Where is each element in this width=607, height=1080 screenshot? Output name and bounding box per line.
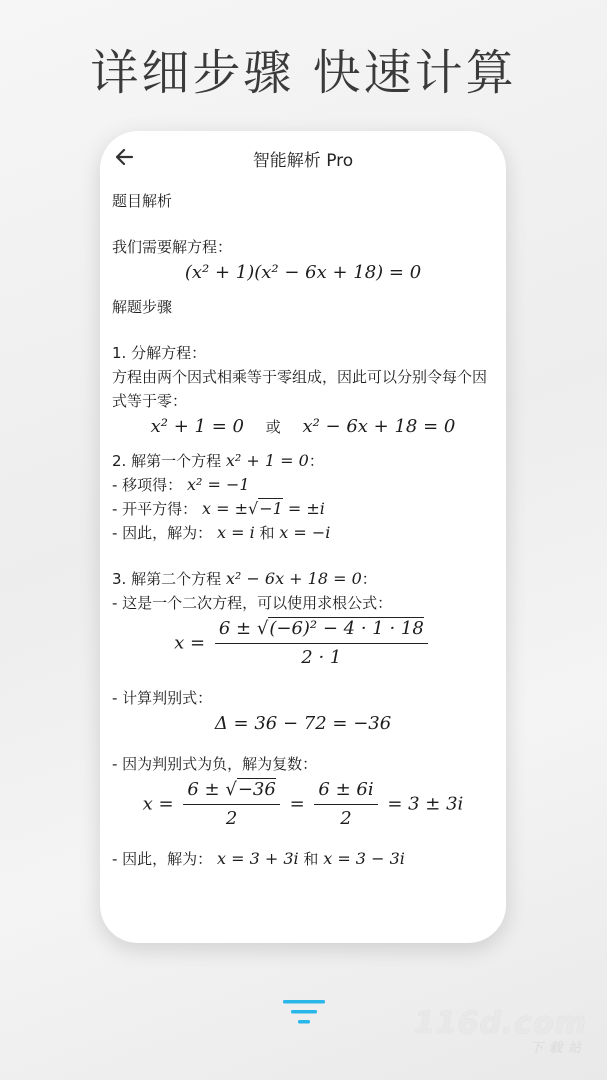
final-b: x = 3 − 3i	[323, 849, 405, 868]
app-bar	[100, 131, 506, 183]
step2-title-line	[112, 449, 494, 473]
step2-sqrt-label: - 开平方得：	[112, 500, 198, 518]
step1-or: 或	[265, 418, 281, 436]
watermark-sub: 下载站	[529, 1041, 587, 1056]
steps-title: 解题步骤	[112, 298, 173, 316]
final-and: 和	[303, 850, 319, 868]
watermark	[414, 1006, 587, 1056]
step2-result-line	[112, 521, 494, 545]
step2-equation: x² + 1 = 0	[225, 451, 309, 470]
headline: 详细步骤 快速计算	[90, 45, 517, 101]
intro-text: 我们需要解方程：	[112, 238, 233, 256]
filter-icon[interactable]	[283, 998, 325, 1028]
step2-sqrt-eq: x = ±√−1 = ±i	[201, 499, 325, 518]
solution-content	[100, 183, 506, 871]
watermark-main: 116d.com	[413, 1006, 587, 1041]
quadratic-formula: x = $\frac{\text{6 ± √(−6)² − 4 · 1 · 18}}{2 \cdot 1}$	[112, 617, 494, 670]
step1-eq-left: x² + 1 = 0	[150, 416, 244, 437]
complex-label: - 因为判别式为负，解为复数：	[112, 755, 318, 773]
step3-text: - 这是一个二次方程，可以使用求根公式：	[112, 594, 393, 612]
step2-result-and: 和	[259, 524, 275, 542]
final-a: x = 3 + 3i	[216, 849, 299, 868]
discriminant-equation: Δ = 36 − 72 = −36	[214, 713, 392, 734]
step2-move-eq: x² = −1	[186, 475, 250, 494]
complex-solution: x = $\frac{6 \pm √-36}{2}$ = $\frac{6 \pm 6i}{2}$ = 3 ± 3i	[142, 779, 464, 829]
step2-move-label: - 移项得：	[112, 476, 183, 494]
disc-label: - 计算判别式：	[112, 689, 213, 707]
step2-result-a: x = i	[216, 523, 255, 542]
step3-equation: x² − 6x + 18 = 0	[225, 569, 362, 588]
step1-equations	[112, 415, 494, 439]
step2-sqrt-line	[112, 497, 494, 521]
app-title: 智能解析 Pro	[252, 151, 354, 171]
step1-title: 1. 分解方程：	[112, 344, 207, 362]
step1-text: 方程由两个因式相乘等于零组成，因此可以分别令每个因式等于零：	[112, 368, 488, 410]
final-label: - 因此，解为：	[112, 850, 213, 868]
phone-screen	[100, 131, 506, 943]
step1-eq-right: x² − 6x + 18 = 0	[302, 416, 456, 437]
step2-move-line	[112, 473, 494, 497]
step2-title: 2. 解第一个方程	[112, 452, 222, 470]
step2-result-label: - 因此，解为：	[112, 524, 213, 542]
step3-title: 3. 解第二个方程	[112, 570, 222, 588]
step2-result-b: x = −i	[279, 523, 331, 542]
analysis-title: 题目解析	[112, 192, 173, 210]
final-result-line	[112, 847, 494, 871]
main-equation: (x² + 1)(x² − 6x + 18) = 0	[184, 262, 422, 283]
step3-title-line	[112, 567, 494, 591]
step3-colon: ：	[361, 570, 377, 588]
step2-colon: ：	[308, 452, 324, 470]
